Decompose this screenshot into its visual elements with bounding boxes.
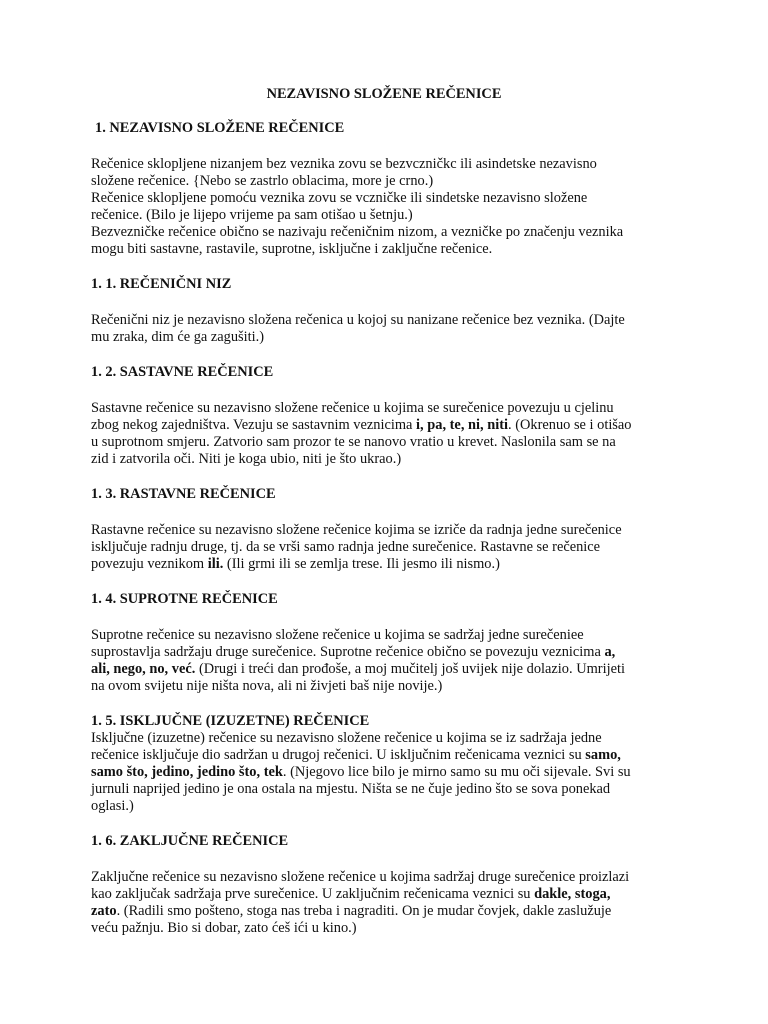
text-line: suprostavlja sadržaju druge surečenice. Suprotne rečenice obično se povezuju veznicima a, bbox=[91, 644, 616, 660]
text-line: kao zaključak sadržaja prve surečenice. U zaključnim rečenicama veznici su dakle, stoga, bbox=[91, 886, 611, 902]
text-line: Rečenični niz je nezavisno složena rečenica u kojoj su nanizane rečenice bez veznika. (Dajte bbox=[91, 312, 625, 328]
text-line: rečenice. (Bilo je lijepo vrijeme pa sam otišao u šetnju.) bbox=[91, 207, 413, 223]
section-heading: 1. 2. SASTAVNE REČENICE bbox=[91, 364, 274, 380]
text-line: Bezvezničke rečenice obično se nazivaju rečeničnim nizom, a vezničke po značenju veznika bbox=[91, 224, 624, 240]
emphasis-conjunctions: a, bbox=[604, 644, 616, 660]
text-line: isključuje radnju druge, tj. da se vrši samo radnja jedne surečenice. Rastavne se rečenice bbox=[91, 539, 601, 555]
text-line: samo što, jedino, jedino što, tek. (Njegovo lice bilo je mirno samo su mu oči sijevale. Svi su bbox=[91, 764, 631, 780]
emphasis-conjunctions: i, pa, te, ni, niti bbox=[416, 417, 508, 433]
document-body bbox=[91, 120, 691, 937]
section-body bbox=[91, 627, 691, 695]
text-line: Rastavne rečenice su nezavisno složene rečenice kojima se izriče da radnja jedne surečenice bbox=[91, 522, 622, 538]
text-line: Zaključne rečenice su nezavisno složene rečenice u kojima sadržaj druge surečenice proizlazi bbox=[91, 869, 630, 885]
emphasis-conjunctions: dakle, stoga, bbox=[534, 886, 611, 902]
emphasis-conjunctions: samo, bbox=[585, 747, 621, 763]
emphasis-conjunctions: samo što, jedino, jedino što, tek bbox=[91, 764, 283, 780]
text-line: zato. (Radili smo pošteno, stoga nas treba i nagraditi. On je mudar čovjek, dakle zaslužuje bbox=[91, 903, 612, 919]
text-line: mu zraka, dim će ga zagušiti.) bbox=[91, 329, 265, 345]
emphasis-conjunctions: zato bbox=[91, 903, 117, 919]
document-title: NEZAVISNO SLOŽENE REČENICE bbox=[266, 86, 502, 102]
section-heading: 1. 4. SUPROTNE REČENICE bbox=[91, 591, 278, 607]
text-line: Isključne (izuzetne) rečenice su nezavisno složene rečenice u kojima se iz sadržaja jedne bbox=[91, 730, 602, 746]
section-heading: 1. NEZAVISNO SLOŽENE REČENICE bbox=[95, 120, 345, 136]
emphasis-conjunctions: ali, nego, no, već. bbox=[91, 661, 196, 677]
emphasis-conjunctions: ili. bbox=[207, 556, 224, 572]
text-line: povezuju veznikom ili. (Ili grmi ili se zemlja trese. Ili jesmo ili nismo.) bbox=[91, 556, 500, 572]
section-body bbox=[91, 869, 691, 937]
text-line: mogu biti sastavne, rastavile, suprotne, isključne i zaključne rečenice. bbox=[91, 241, 493, 257]
text-line: u suprotnom smjeru. Zatvorio sam prozor te se nanovo vratio u krevet. Naslonila sam se na bbox=[91, 434, 616, 450]
text-line: složene rečenice. {Nebo se zastrlo oblacima, more je crno.) bbox=[91, 173, 434, 189]
text-line: zid i zatvorila oči. Niti je koga ubio, niti je što ukrao.) bbox=[91, 451, 402, 467]
text-line: veću pažnju. Bio si dobar, zato ćeš ići u kino.) bbox=[91, 920, 357, 936]
text-line: Rečenice sklopljene pomoću veznika zovu se vczničke ili sindetske nezavisno složene bbox=[91, 190, 588, 206]
text-line: oglasi.) bbox=[91, 798, 134, 814]
section-body bbox=[91, 156, 691, 258]
text-line: Suprotne rečenice su nezavisno složene rečenice u kojima se sadržaj jedne surečeniee bbox=[91, 627, 584, 643]
section-heading: 1. 6. ZAKLJUČNE REČENICE bbox=[91, 833, 289, 849]
section-heading: 1. 1. REČENIČNI NIZ bbox=[91, 276, 232, 292]
text-line: Sastavne rečenice su nezavisno složene rečenice u kojima se surečenice povezuju u cjelinu bbox=[91, 400, 614, 416]
text-line: jurnuli naprijed jedino je ona ostala na mjestu. Ništa se ne čuje jedino što se sova ponekad bbox=[91, 781, 611, 797]
text-line: na ovom svijetu nije ništa nova, ali ni živjeti baš nije novije.) bbox=[91, 678, 443, 694]
section-body bbox=[91, 730, 691, 815]
text-line: zbog nekog zajedništva. Vezuju se sastavnim veznicima i, pa, te, ni, niti. (Okrenuo se i otišao bbox=[91, 417, 632, 433]
section-heading: 1. 3. RASTAVNE REČENICE bbox=[91, 486, 276, 502]
section-body bbox=[91, 312, 691, 346]
text-line: ali, nego, no, već. (Drugi i treći dan prođoše, a moj mučitelj još uvijek nije dolazio. Umrijeti bbox=[91, 661, 625, 677]
section-body bbox=[91, 400, 691, 468]
section-body bbox=[91, 522, 691, 573]
text-line: rečenice isključuje dio sadržan u drugoj rečenici. U isključnim rečenicama veznici su samo, bbox=[91, 747, 621, 763]
text-line: Rečenice sklopljene nizanjem bez veznika zovu se bezvczničkc ili asindetske nezavisno bbox=[91, 156, 597, 172]
section-heading: 1. 5. ISKLJUČNE (IZUZETNE) REČENICE bbox=[91, 713, 370, 729]
